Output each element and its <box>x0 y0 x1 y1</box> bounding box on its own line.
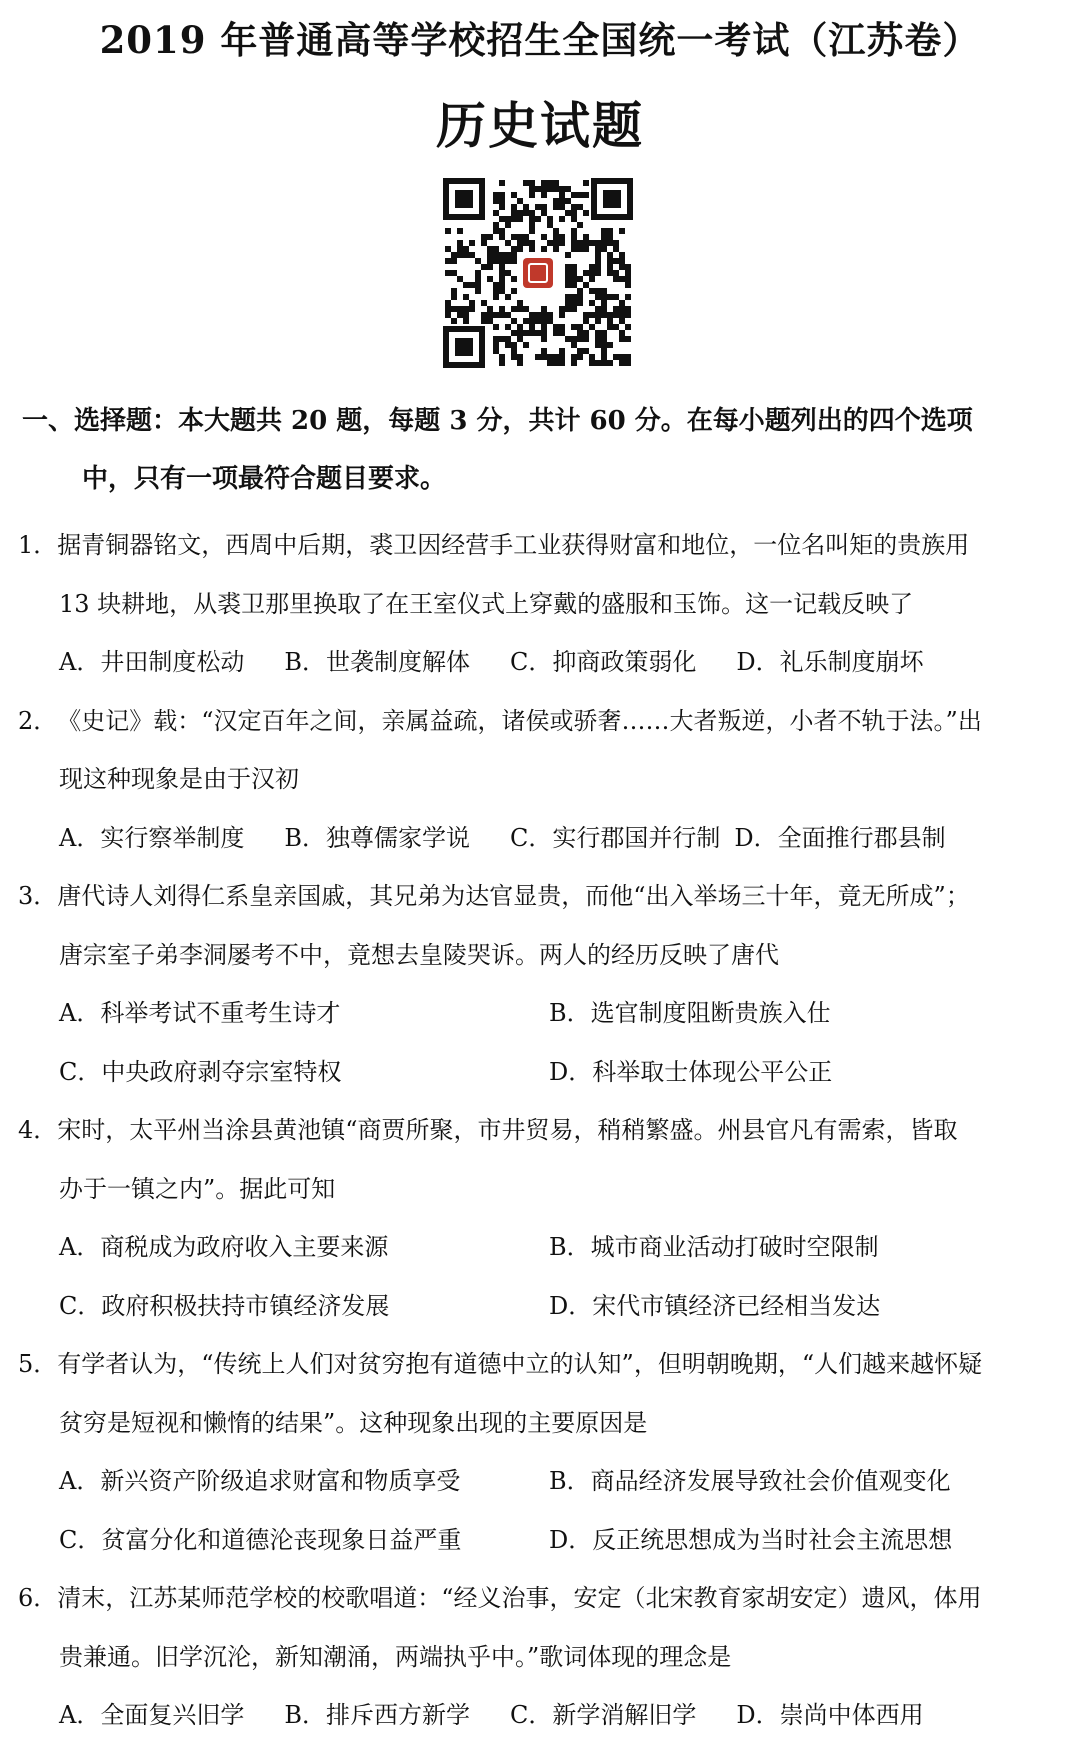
option-d[interactable]: D．反正统思想成为当时社会主流思想 <box>549 1525 953 1554</box>
question-stem-line-1 <box>0 867 1080 926</box>
question-number: 5． <box>18 1350 58 1378</box>
question-stem-text: 清末，江苏某师范学校的校歌唱道：“经义治事，安定（北宋教育家胡安定）遗风，体用 <box>57 1584 982 1612</box>
option-d[interactable]: D．崇尚中体西用 <box>736 1701 924 1729</box>
options-row <box>0 809 1080 868</box>
option-a[interactable]: A．新兴资产阶级追求财富和物质享受 <box>59 1467 461 1495</box>
option-b[interactable]: B．城市商业活动打破时空限制 <box>549 1233 879 1261</box>
question-stem-line-1 <box>0 692 1080 751</box>
options-row <box>0 1218 1080 1277</box>
option-c[interactable]: C．中央政府剥夺宗室特权 <box>59 1057 342 1086</box>
option-a[interactable]: A．商税成为政府收入主要来源 <box>59 1233 389 1261</box>
option-d[interactable]: D．宋代市镇经济已经相当发达 <box>549 1291 881 1320</box>
question-stem-line-2: 现这种现象是由于汉初 <box>59 765 299 793</box>
options-row <box>0 1277 1080 1336</box>
question-stem-line-1 <box>0 1101 1080 1160</box>
question-stem-line-2: 唐宗室子弟李洞屡考不中，竟想去皇陵哭诉。两人的经历反映了唐代 <box>59 940 779 969</box>
option-c[interactable]: C．抑商政策弱化 <box>509 648 697 676</box>
question-stem-line-2: 13 块耕地，从裘卫那里换取了在王室仪式上穿戴的盛服和玉饰。这一记载反映了 <box>59 589 914 618</box>
question-number: 1． <box>18 531 58 559</box>
options-row <box>0 1511 1080 1570</box>
option-b[interactable]: B．独尊儒家学说 <box>284 823 470 852</box>
question-number: 6． <box>18 1584 58 1612</box>
question-stem-text: 据青铜器铭文，西周中后期，裘卫因经营手工业获得财富和地位，一位名叫矩的贵族用 <box>57 531 970 559</box>
question-stem-line-1 <box>0 1335 1080 1394</box>
question-number: 4． <box>18 1116 58 1144</box>
question-stem-text: 宋时，太平州当涂县黄池镇“商贾所聚，市井贸易，稍稍繁盛。州县官凡有需索，皆取 <box>57 1116 958 1144</box>
qr-code-icon <box>443 178 633 368</box>
question-number: 3． <box>18 882 58 910</box>
question-4 <box>0 1101 1080 1335</box>
options-row <box>0 984 1080 1043</box>
question-stem-text: 《史记》载：“汉定百年之间，亲属益疏，诸侯或骄奢……大者叛逆，小者不轨于法。”出 <box>57 706 982 735</box>
section-heading-line-2: 中，只有一项最符合题目要求。 <box>82 464 447 494</box>
question-list <box>0 516 1080 1745</box>
option-b[interactable]: B．商品经济发展导致社会价值观变化 <box>549 1467 951 1495</box>
option-d[interactable]: D．科举取士体现公平公正 <box>549 1057 833 1086</box>
question-stem-line-1 <box>0 1569 1080 1628</box>
question-3 <box>0 867 1080 1101</box>
option-c[interactable]: C．政府积极扶持市镇经济发展 <box>59 1291 390 1320</box>
question-6 <box>0 1569 1080 1745</box>
options-row <box>0 1452 1080 1511</box>
options-row <box>0 1686 1080 1745</box>
question-stem-line-1 <box>0 516 1080 575</box>
options-row <box>0 633 1080 692</box>
option-c[interactable]: C．实行郡国并行制 <box>509 823 721 852</box>
question-stem-line-2: 贫穷是短视和懒惰的结果”。这种现象出现的主要原因是 <box>59 1408 648 1437</box>
option-a[interactable]: A．全面复兴旧学 <box>59 1701 245 1729</box>
question-stem-line-2: 办于一镇之内”。据此可知 <box>59 1174 336 1203</box>
section-heading-line-1: 一、选择题：本大题共 20 题，每题 3 分，共计 60 分。在每小题列出的四个选项 <box>22 406 973 436</box>
question-stem-text: 唐代诗人刘得仁系皇亲国戚，其兄弟为达官显贵，而他“出入举场三十年，竟无所成”； <box>57 882 970 910</box>
option-c[interactable]: C．新学消解旧学 <box>509 1701 697 1729</box>
options-row <box>0 1043 1080 1102</box>
question-1 <box>0 516 1080 692</box>
option-b[interactable]: B．排斥西方新学 <box>284 1701 470 1729</box>
question-2 <box>0 692 1080 868</box>
option-d[interactable]: D．全面推行郡县制 <box>734 823 946 852</box>
option-d[interactable]: D．礼乐制度崩坏 <box>736 648 924 676</box>
question-stem-text: 有学者认为，“传统上人们对贫穷抱有道德中立的认知”，但明朝晚期，“人们越来越怀疑 <box>57 1350 983 1378</box>
option-a[interactable]: A．实行察举制度 <box>59 823 245 852</box>
question-stem-line-2: 贵兼通。旧学沉沦，新知潮涌，两端执乎中。”歌词体现的理念是 <box>59 1642 732 1671</box>
option-c[interactable]: C．贫富分化和道德沦丧现象日益严重 <box>59 1525 462 1554</box>
exam-subject-title: 历史试题 <box>436 96 644 155</box>
exam-title: 2019 年普通高等学校招生全国统一考试（江苏卷） <box>99 18 981 62</box>
option-a[interactable]: A．科举考试不重考生诗才 <box>59 999 341 1027</box>
option-b[interactable]: B．世袭制度解体 <box>284 648 470 676</box>
option-a[interactable]: A．井田制度松动 <box>59 648 245 676</box>
option-b[interactable]: B．选官制度阻断贵族入仕 <box>549 999 831 1027</box>
question-5 <box>0 1335 1080 1569</box>
question-number: 2． <box>18 706 58 735</box>
